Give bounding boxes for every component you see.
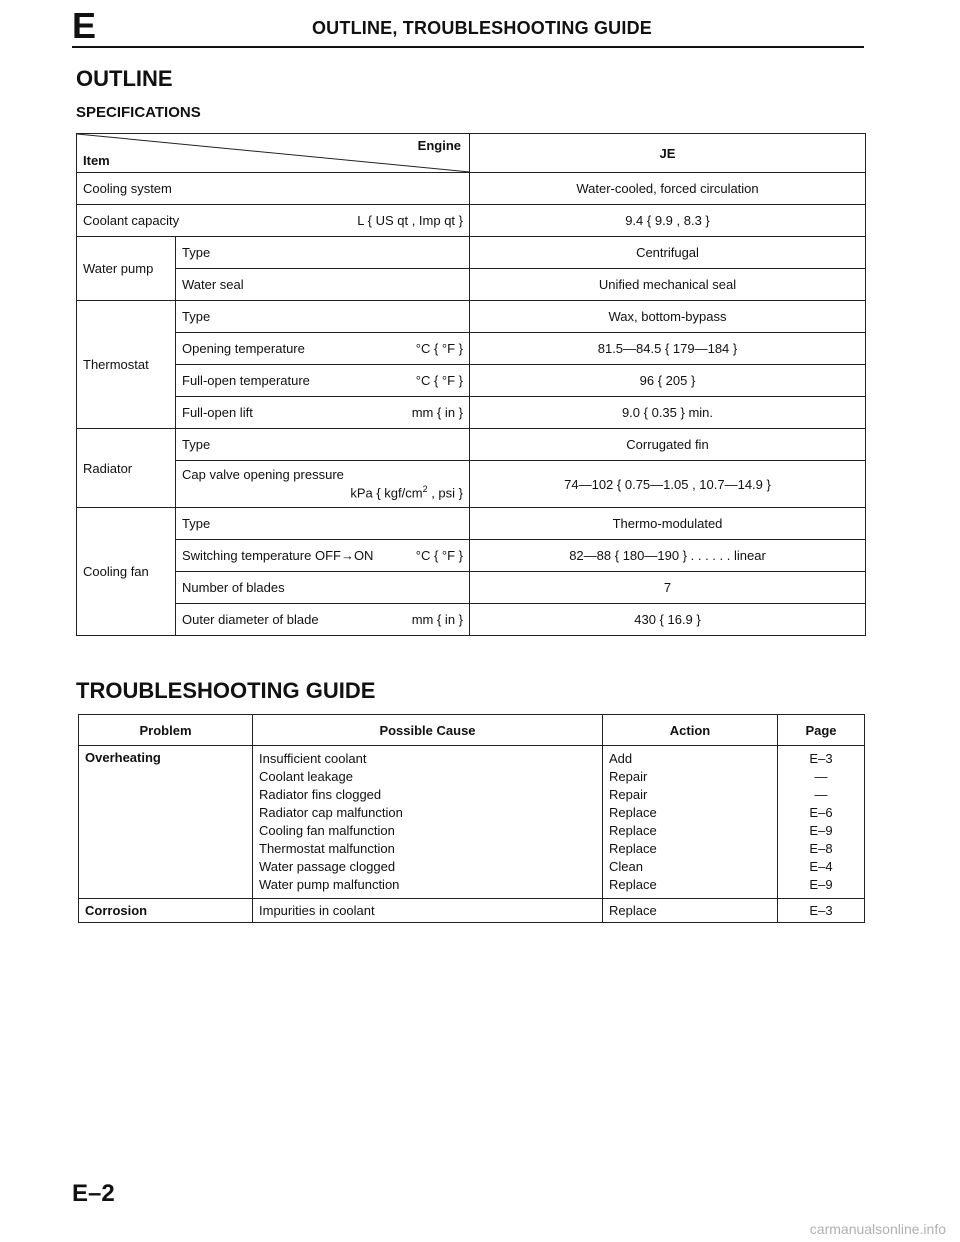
spec-row — [77, 429, 866, 461]
cause-item: Radiator fins clogged — [259, 787, 382, 802]
specifications-table — [76, 133, 866, 636]
column-header-action: Action — [603, 715, 778, 746]
action-item: Replace — [609, 877, 657, 892]
spec-label: Switching temperature OFF→ON — [182, 548, 374, 563]
spec-value: 430 { 16.9 } — [470, 604, 866, 636]
spec-row — [77, 333, 866, 365]
page-number: E–2 — [72, 1180, 115, 1207]
spec-group-label: Cooling fan — [77, 508, 176, 636]
specifications-heading: SPECIFICATIONS — [76, 104, 201, 121]
spec-value: 7 — [470, 572, 866, 604]
spec-unit-superscript: 2 — [422, 484, 428, 495]
action-item: Add — [609, 751, 633, 766]
spec-value: Centrifugal — [470, 237, 866, 269]
spec-group-label: Thermostat — [77, 301, 176, 429]
cause-item: Radiator cap malfunction — [259, 805, 403, 820]
page-ref: E–6 — [809, 805, 833, 820]
spec-unit-part: kPa { kgf/cm — [350, 485, 423, 501]
column-header-cause: Possible Cause — [253, 715, 603, 746]
page-ref: E–4 — [809, 859, 833, 874]
watermark-text: carmanualsonline.info — [809, 1221, 946, 1237]
spec-value: Corrugated fin — [470, 429, 866, 461]
engine-label: Engine — [417, 138, 461, 153]
action-item: Repair — [609, 769, 648, 784]
spec-row — [77, 173, 866, 205]
action-item: Replace — [609, 823, 657, 838]
spec-value: Wax, bottom-bypass — [470, 301, 866, 333]
page-ref: E–9 — [809, 877, 833, 892]
spec-label: Full-open lift — [182, 405, 253, 420]
action-item: Replace — [603, 899, 778, 923]
spec-unit: °C { °F } — [415, 341, 463, 356]
action-item: Replace — [609, 805, 657, 820]
problem-cell: Overheating — [79, 746, 253, 899]
page-ref: E–3 — [778, 899, 865, 923]
spec-label-cell — [176, 333, 470, 365]
spec-unit: °C { °F } — [415, 373, 463, 388]
spec-unit: mm { in } — [411, 612, 463, 627]
problem-cell: Corrosion — [79, 899, 253, 923]
spec-value: Thermo-modulated — [470, 508, 866, 540]
spec-unit: L { US qt , Imp qt } — [357, 213, 463, 228]
spec-group-label: Water pump — [77, 237, 176, 301]
spec-unit — [182, 482, 463, 500]
cause-list — [253, 746, 603, 899]
cause-item: Cooling fan malfunction — [259, 823, 395, 838]
header-divider — [72, 46, 864, 48]
spec-label: Coolant capacity — [83, 213, 180, 228]
cause-item: Water passage clogged — [259, 859, 396, 874]
spec-label: Cooling system — [77, 173, 470, 205]
spec-row — [77, 397, 866, 429]
cause-item: Impurities in coolant — [253, 899, 603, 923]
page-ref: — — [814, 787, 828, 802]
spec-label: Type — [176, 508, 470, 540]
column-header-page: Page — [778, 715, 865, 746]
cause-item: Water pump malfunction — [259, 877, 400, 892]
column-header-problem: Problem — [79, 715, 253, 746]
spec-header-row — [77, 134, 866, 173]
spec-group-label: Radiator — [77, 429, 176, 508]
spec-label: Type — [176, 301, 470, 333]
page-ref: E–8 — [809, 841, 833, 856]
spec-value: Unified mechanical seal — [470, 269, 866, 301]
spec-row — [77, 301, 866, 333]
cause-item: Insufficient coolant — [259, 751, 367, 766]
page-list — [778, 746, 865, 899]
spec-label-cell — [176, 540, 470, 572]
spec-unit: °C { °F } — [415, 548, 463, 563]
spec-row — [77, 604, 866, 636]
trouble-row — [79, 899, 865, 923]
spec-label: Number of blades — [176, 572, 470, 604]
troubleshooting-table — [78, 714, 865, 923]
spec-label: Full-open temperature — [182, 373, 310, 388]
outline-heading: OUTLINE — [76, 66, 173, 91]
spec-row — [77, 508, 866, 540]
diagonal-line — [77, 134, 470, 172]
spec-label: Outer diameter of blade — [182, 612, 319, 627]
page-ref: E–9 — [809, 823, 833, 838]
spec-value: 9.4 { 9.9 , 8.3 } — [470, 205, 866, 237]
spec-label: Type — [176, 237, 470, 269]
action-list — [603, 746, 778, 899]
spec-value: 96 { 205 } — [470, 365, 866, 397]
spec-row — [77, 461, 866, 508]
spec-label-cell — [176, 604, 470, 636]
spec-label-cell — [176, 365, 470, 397]
spec-row — [77, 540, 866, 572]
spec-label: Type — [176, 429, 470, 461]
spec-row — [77, 205, 866, 237]
spec-label: Opening temperature — [182, 341, 305, 356]
section-letter: E — [72, 5, 97, 46]
trouble-row — [79, 746, 865, 899]
spec-label-cell — [77, 205, 470, 237]
spec-value: 81.5—84.5 { 179—184 } — [470, 333, 866, 365]
spec-label: Cap valve opening pressure — [182, 467, 344, 483]
page-ref: E–3 — [809, 751, 833, 766]
cause-item: Thermostat malfunction — [259, 841, 395, 856]
spec-row — [77, 269, 866, 301]
cause-item: Coolant leakage — [259, 769, 353, 784]
item-label: Item — [83, 153, 110, 168]
page-ref: — — [814, 769, 828, 784]
action-item: Replace — [609, 841, 657, 856]
spec-value: Water-cooled, forced circulation — [470, 173, 866, 205]
troubleshooting-heading: TROUBLESHOOTING GUIDE — [76, 678, 376, 703]
spec-value: 74—102 { 0.75—1.05 , 10.7—14.9 } — [470, 461, 866, 508]
spec-unit-part: , psi } — [427, 485, 463, 501]
spec-unit: mm { in } — [411, 405, 463, 420]
page-header-title: OUTLINE, TROUBLESHOOTING GUIDE — [311, 18, 652, 38]
spec-label-cell — [176, 397, 470, 429]
spec-row — [77, 365, 866, 397]
spec-row — [77, 572, 866, 604]
spec-value: 9.0 { 0.35 } min. — [470, 397, 866, 429]
spec-label: Water seal — [176, 269, 470, 301]
action-item: Clean — [609, 859, 643, 874]
diagonal-header-cell — [77, 134, 470, 173]
action-item: Repair — [609, 787, 648, 802]
trouble-header-row — [79, 715, 865, 746]
spec-row — [77, 237, 866, 269]
engine-code-header: JE — [470, 134, 866, 173]
spec-label-cell — [176, 461, 470, 508]
spec-value: 82—88 { 180—190 } . . . . . . linear — [470, 540, 866, 572]
